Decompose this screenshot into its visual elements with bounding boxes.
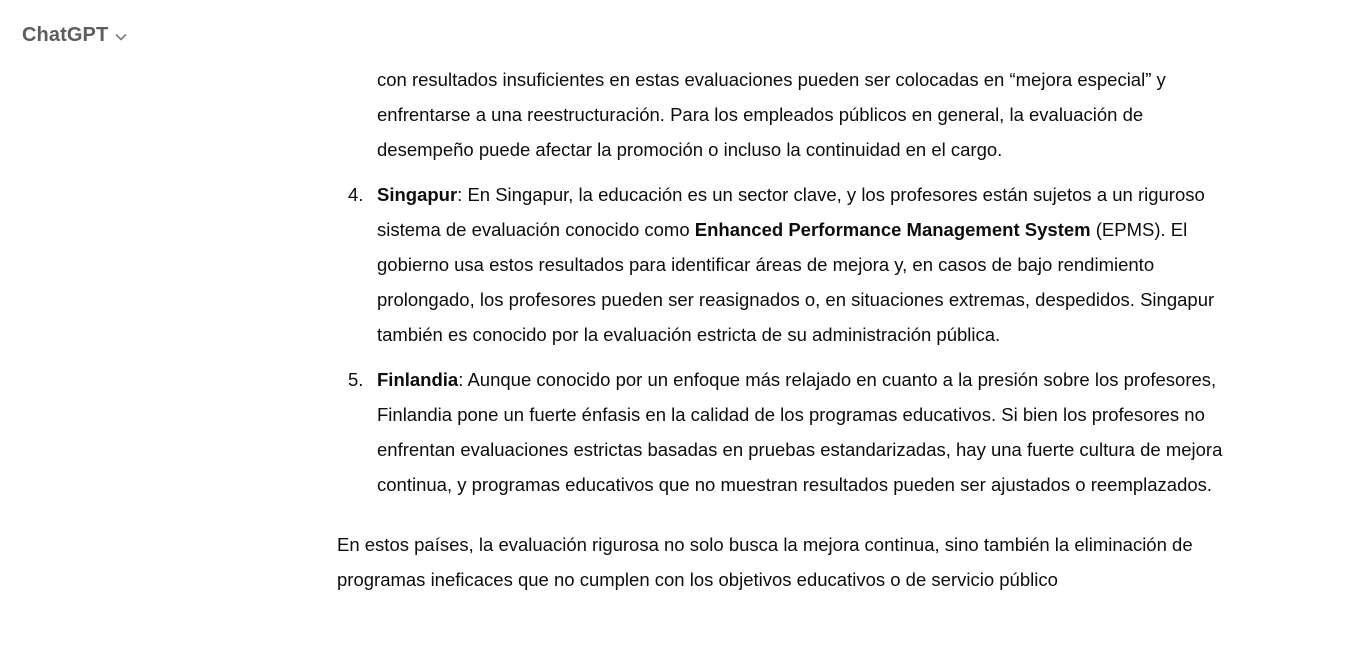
system-name: Enhanced Performance Management System <box>694 219 1091 240</box>
list-item <box>337 177 1227 352</box>
list-item-text: Singapur: En Singapur, la educación es un sector clave, y los profesores están sujetos a un riguroso sistema de evaluación conocido como Enhanced Performance Management System (EPMS). El gobierno usa estos resultados para identificar áreas de mejora y, en casos de bajo rendimiento prolongado, los profesores pueden ser reasignados o, en situaciones extremas, despedidos. Singapur también es conocido por la evaluación estricta de su administración pública. <box>377 184 1215 345</box>
assistant-message <box>337 62 1227 597</box>
model-selector[interactable] <box>22 20 128 50</box>
list-number: 4. <box>348 184 364 205</box>
list-number: 5. <box>348 369 364 390</box>
chevron-down-icon <box>114 30 128 44</box>
country-name: Singapur <box>377 184 458 205</box>
list-item-text: con resultados insuficientes en estas evaluaciones pueden ser colocadas en “mejora especial” y enfrentarse a una reestructuración. Para los empleados públicos en general, la evaluación de desempeño puede afectar la promoción o incluso la continuidad en el cargo. <box>377 69 1166 160</box>
model-title: ChatGPT <box>22 23 109 46</box>
closing-paragraph: En estos países, la evaluación rigurosa no solo busca la mejora continua, sino también la eliminación de programas ineficaces que no cumplen con los objetivos educativos o de servicio público <box>337 534 1193 590</box>
country-name: Finlandia <box>377 369 459 390</box>
list-item-text: Finlandia: Aunque conocido por un enfoque más relajado en cuanto a la presión sobre los profesores, Finlandia pone un fuerte énfasis en la calidad de los programas educativos. Si bien los profesores no enfrentan evaluaciones estrictas basadas en pruebas estandarizadas, hay una fuerte cultura de mejora continua, y programas educativos que no muestran resultados pueden ser ajustados o reemplazados. <box>377 369 1223 495</box>
list-item <box>337 62 1227 167</box>
list-item <box>337 362 1227 502</box>
